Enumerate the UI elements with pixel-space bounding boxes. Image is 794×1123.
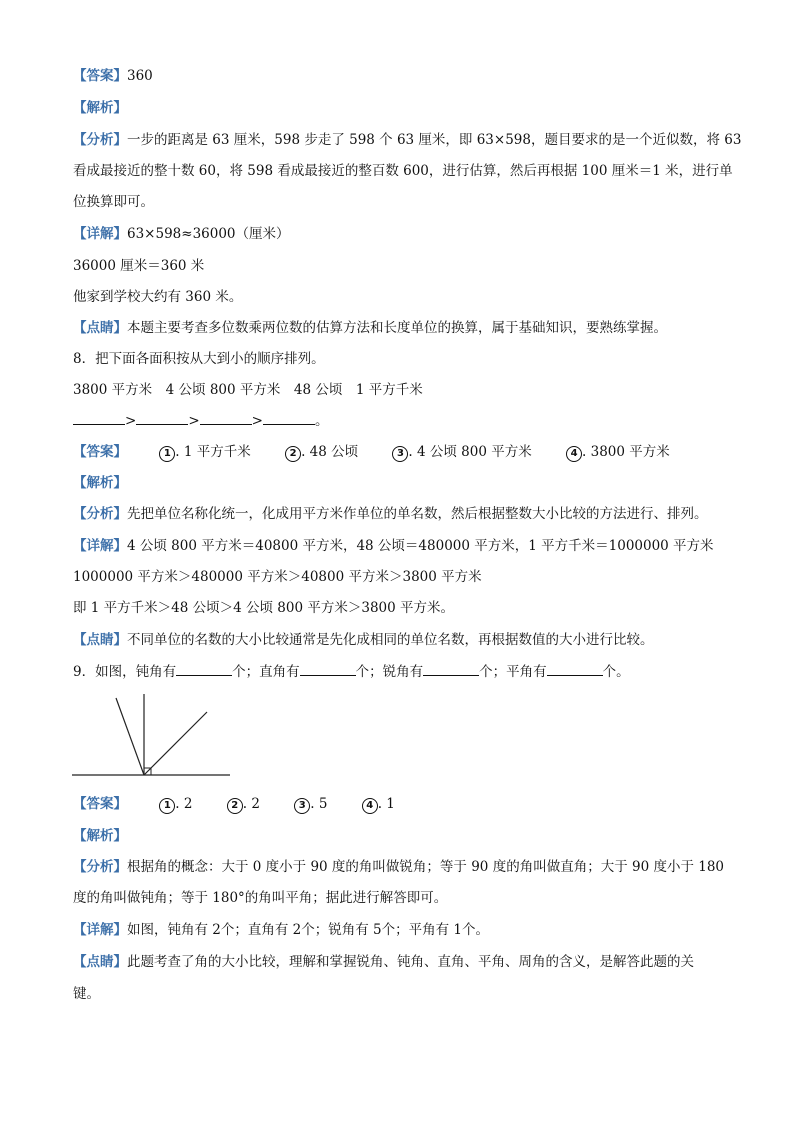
q8-question: 8．把下面各面积按从大到小的顺序排列。: [73, 351, 325, 367]
q9-fenxi-line-2: 度的角叫做钝角；等于 180°的角叫平角；据此进行解答即可。: [73, 890, 448, 906]
q8-xiangjie-line-2: 1000000 平方米＞480000 平方米＞40800 平方米＞3800 平方米: [73, 569, 482, 585]
q7-answer-line: [73, 66, 153, 86]
q7-fenxi-line-3: 位换算即可。: [73, 194, 154, 210]
circled-number: 3: [392, 446, 408, 462]
q8-fenxi-line: 【分析】先把单位名称化统一，化成用平方米作单位的单名数，然后根据整数大小比较的方法进行、排列。: [73, 506, 708, 522]
q8-dianjing-line: 【点睛】不同单位的名数的大小比较通常是先化成相同的单位名数，再根据数值的大小进行比较。: [73, 632, 654, 648]
q8-answer-1: 1 . 1 平方千米: [159, 442, 250, 462]
q9-fenxi-line-1: 【分析】根据角的概念：大于 0 度小于 90 度的角叫做锐角；等于 90 度的角叫做直角；大于 90 度小于 180: [73, 859, 725, 875]
q8-answer-2: 2 . 48 公顷: [285, 442, 358, 462]
blank-obtuse[interactable]: [176, 661, 232, 676]
q9-dianjing-line-1: 【点睛】此题考查了角的大小比较，理解和掌握锐角、钝角、直角、平角、周角的含义，是解答此题的关: [73, 954, 694, 970]
q7-dianjing-line: 【点睛】本题主要考查多位数乘两位数的估算方法和长度单位的换算，属于基础知识，要熟练掌握。: [73, 320, 667, 336]
q8-answer-4: 4 . 3800 平方米: [566, 442, 670, 462]
dianjing-tag: 【点睛】: [73, 954, 127, 970]
xiangjie-tag: 【详解】: [73, 922, 127, 938]
circled-number: 2: [227, 798, 243, 814]
answer-tag: 【答案】: [73, 796, 127, 812]
left-tilted-ray: [116, 698, 144, 775]
circled-number: 2: [285, 446, 301, 462]
xiangjie-tag: 【详解】: [73, 226, 127, 242]
blank-4[interactable]: [263, 410, 315, 425]
q9-analysis-tag: 【解析】: [73, 828, 127, 844]
q7-fenxi-line-1: 【分析】一步的距离是 63 厘米，598 步走了 598 个 63 厘米，即 63×598，题目要求的是一个近似数，将 63: [73, 132, 742, 148]
circled-number: 1: [159, 446, 175, 462]
circled-number: 4: [566, 446, 582, 462]
blank-acute[interactable]: [423, 661, 479, 676]
dianjing-tag: 【点睛】: [73, 320, 127, 336]
circled-number: 4: [362, 798, 378, 814]
right-tilted-ray: [144, 712, 207, 775]
fenxi-tag: 【分析】: [73, 506, 127, 522]
answer-value: 360: [127, 68, 153, 84]
q8-answer-line: [73, 442, 670, 462]
q7-fenxi-line-2: 看成最接近的整十数 60，将 598 看成最接近的整百数 600，进行估算，然后再根据 100 厘米＝1 米，进行单: [73, 163, 733, 179]
dianjing-tag: 【点睛】: [73, 632, 127, 648]
q9-xiangjie-line: 【详解】如图，钝角有 2个；直角有 2个；锐角有 5个；平角有 1个。: [73, 922, 490, 938]
q8-items: 3800 平方米 4 公顷 800 平方米 48 公顷 1 平方千米: [73, 382, 423, 398]
angle-figure: [70, 690, 240, 785]
q7-xiangjie-line-3: 他家到学校大约有 360 米。: [73, 289, 243, 305]
blank-straight[interactable]: [547, 661, 603, 676]
q7-analysis-tag: 【解析】: [73, 100, 127, 116]
blank-3[interactable]: [200, 410, 252, 425]
answer-tag: 【答案】: [73, 444, 127, 460]
q9-answer-3: 3 . 5: [294, 794, 327, 814]
q9-answer-4: 4 . 1: [362, 794, 395, 814]
blank-1[interactable]: [73, 410, 125, 425]
q8-answer-3: 3 . 4 公顷 800 平方米: [392, 442, 531, 462]
circled-number: 1: [159, 798, 175, 814]
fenxi-tag: 【分析】: [73, 132, 127, 148]
q9-answer-line: [73, 794, 395, 814]
q8-xiangjie-line-1: 【详解】4 公顷 800 平方米＝40800 平方米，48 公顷＝480000 平方米，1 平方千米＝1000000 平方米: [73, 538, 714, 554]
q7-xiangjie-line-2: 36000 厘米＝360 米: [73, 258, 205, 274]
blank-right[interactable]: [300, 661, 356, 676]
q8-analysis-tag: 【解析】: [73, 475, 127, 491]
q8-blanks: > > > 。: [73, 410, 328, 431]
q9-question: 9．如图，钝角有 个；直角有 个；锐角有 个；平角有 个。: [73, 661, 630, 682]
q9-answer-2: 2 . 2: [227, 794, 260, 814]
xiangjie-tag: 【详解】: [73, 538, 127, 554]
circled-number: 3: [294, 798, 310, 814]
q9-answer-1: 1 . 2: [159, 794, 192, 814]
q8-xiangjie-line-3: 即 1 平方千米＞48 公顷＞4 公顷 800 平方米＞3800 平方米。: [73, 600, 455, 616]
blank-2[interactable]: [136, 410, 188, 425]
answer-tag: 【答案】: [73, 68, 127, 84]
q7-xiangjie-line-1: 【详解】63×598≈36000（厘米）: [73, 226, 290, 242]
q9-dianjing-line-2: 键。: [73, 986, 100, 1002]
fenxi-tag: 【分析】: [73, 859, 127, 875]
